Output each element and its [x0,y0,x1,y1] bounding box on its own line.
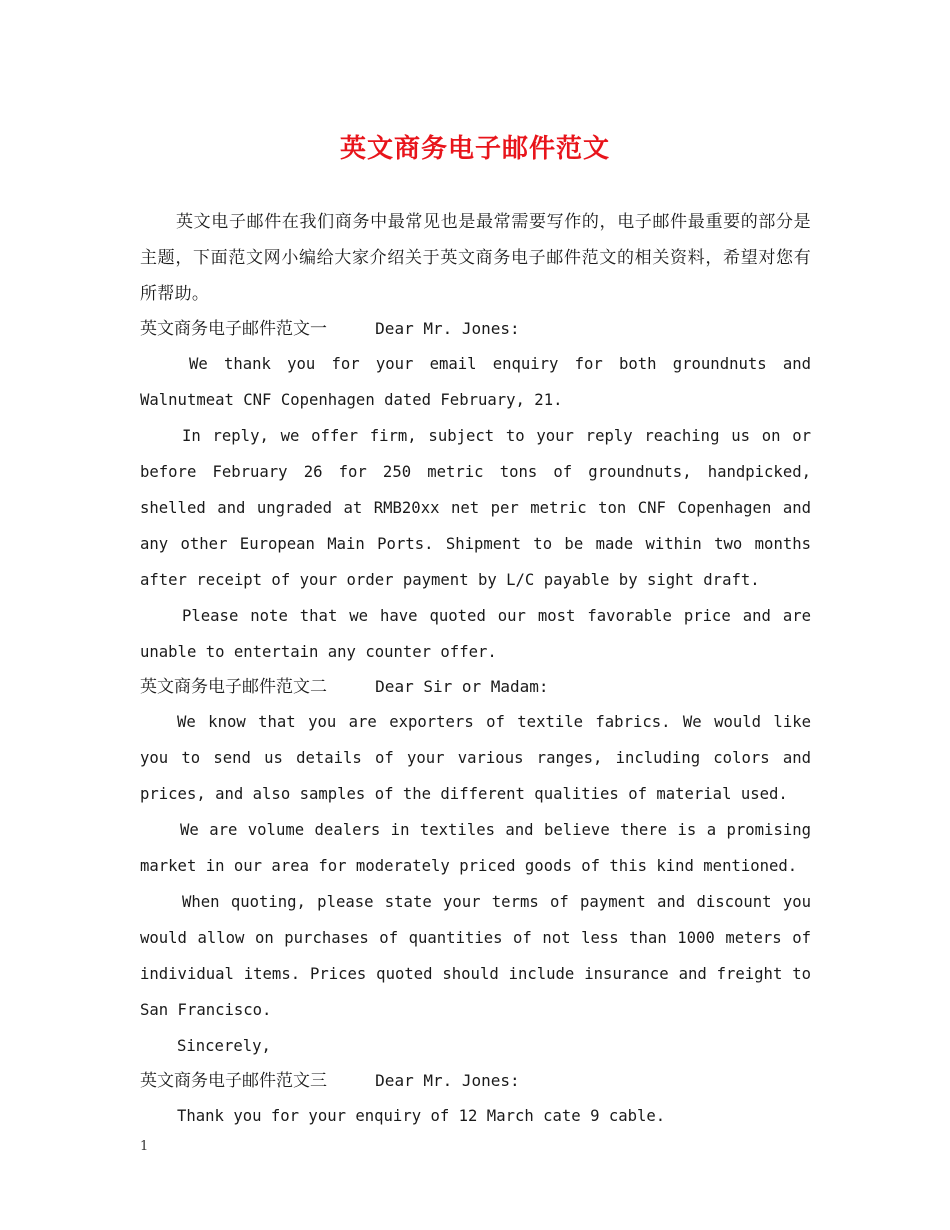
page-number: 1 [140,1139,149,1154]
sample-2-paragraph-1: We know that you are exporters of textile fabrics. We would like you to send us details of your various ranges, including colors and prices, and also samples of the different qualities of material used. [140,713,811,803]
sample-3-salutation: Dear Mr. Jones: [375,1071,520,1090]
sample-2-salutation: Dear Sir or Madam: [375,677,549,696]
sample-1-paragraph-3: Please note that we have quoted our most favorable price and are unable to entertain any counter offer. [140,607,811,661]
sample-3-paragraph-1: Thank you for your enquiry of 12 March cate 9 cable. [177,1107,666,1125]
intro-paragraph: 英文电子邮件在我们商务中最常见也是最常需要写作的，电子邮件最重要的部分是主题，下面范文网小编给大家介绍关于英文商务电子邮件范文的相关资料，希望对您有所帮助。 [140,212,811,304]
sample-1-title: 英文商务电子邮件范文一 [140,319,327,339]
document-title: 英文商务电子邮件范文 [339,134,610,164]
sample-1-paragraph-1: We thank you for your email enquiry for both groundnuts and Walnutmeat CNF Copenhagen dated February, 21. [140,355,811,409]
sample-2-closing: Sincerely, [177,1037,271,1055]
sample-3-title: 英文商务电子邮件范文三 [140,1071,327,1091]
sample-2-title: 英文商务电子邮件范文二 [140,677,327,697]
document-body [140,204,811,1134]
sample-2-paragraph-3: When quoting, please state your terms of payment and discount you would allow on purchases of quantities of not less than 1000 meters of individual items. Prices quoted should include insurance and freight to San Francisco. [140,893,811,1019]
sample-2-paragraph-2: We are volume dealers in textiles and believe there is a promising market in our area for moderately priced goods of this kind mentioned. [140,821,811,875]
sample-3-heading [140,1064,811,1098]
sample-1-heading [140,312,811,346]
sample-2-heading [140,670,811,704]
sample-1-paragraph-2: In reply, we offer firm, subject to your reply reaching us on or before February 26 for 250 metric tons of groundnuts, handpicked, shelled and ungraded at RMB20xx net per metric ton CNF Copenhagen and any other European Main Ports. Shipment to be made within two months after receipt of your order payment by L/C payable by sight draft. [140,427,811,589]
sample-1-salutation: Dear Mr. Jones: [375,319,520,338]
